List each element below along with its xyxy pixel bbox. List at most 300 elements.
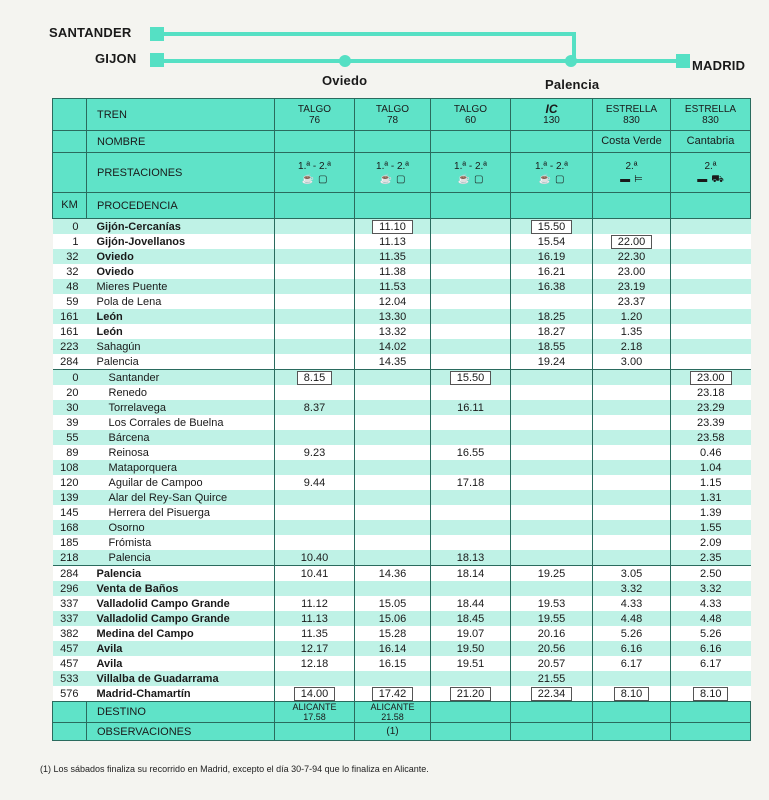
time-cell bbox=[431, 219, 511, 235]
time-cell bbox=[511, 400, 593, 415]
time-cell bbox=[275, 550, 355, 566]
km-cell: 89 bbox=[53, 445, 87, 460]
time-value: 22.34 bbox=[531, 687, 573, 701]
time-value: 23.39 bbox=[696, 416, 725, 429]
time-cell bbox=[511, 626, 593, 641]
time-cell bbox=[593, 686, 671, 702]
time-value: 19.55 bbox=[537, 612, 566, 625]
destino-row bbox=[53, 702, 751, 723]
time-cell bbox=[355, 264, 431, 279]
time-cell bbox=[671, 686, 751, 702]
obs-cell bbox=[511, 723, 593, 741]
km-cell: 1 bbox=[53, 234, 87, 249]
time-cell bbox=[431, 626, 511, 641]
km-cell: 284 bbox=[53, 566, 87, 582]
route-label-oviedo: Oviedo bbox=[322, 73, 368, 88]
km-cell: 0 bbox=[53, 219, 87, 235]
time-cell bbox=[511, 309, 593, 324]
station-name: León bbox=[87, 324, 275, 339]
obs-cell bbox=[671, 723, 751, 741]
km-cell: 223 bbox=[53, 339, 87, 354]
train-name: Costa Verde bbox=[593, 131, 671, 153]
time-cell bbox=[431, 354, 511, 370]
time-cell bbox=[671, 354, 751, 370]
time-cell bbox=[671, 219, 751, 235]
time-cell bbox=[671, 535, 751, 550]
header-nombre-row bbox=[53, 131, 751, 153]
time-value: 11.38 bbox=[379, 265, 406, 278]
time-value: 4.48 bbox=[620, 612, 643, 625]
time-value: 20.56 bbox=[537, 642, 566, 655]
table-row bbox=[53, 219, 751, 235]
time-value: 13.30 bbox=[378, 310, 407, 323]
time-cell bbox=[431, 324, 511, 339]
time-value: 19.50 bbox=[456, 642, 485, 655]
time-cell bbox=[511, 279, 593, 294]
destino-cell: ALICANTE 17.58 bbox=[275, 702, 355, 723]
table-row bbox=[53, 339, 751, 354]
time-cell bbox=[431, 656, 511, 671]
time-cell bbox=[431, 490, 511, 505]
time-cell bbox=[593, 324, 671, 339]
km-cell: 32 bbox=[53, 264, 87, 279]
time-cell bbox=[593, 550, 671, 566]
time-cell bbox=[355, 460, 431, 475]
time-cell bbox=[593, 279, 671, 294]
time-cell bbox=[431, 596, 511, 611]
table-row bbox=[53, 279, 751, 294]
time-value: 11.10 bbox=[372, 220, 413, 234]
time-cell bbox=[511, 566, 593, 582]
train-header: TALGO 76 bbox=[275, 99, 355, 131]
table-row bbox=[53, 354, 751, 370]
table-row bbox=[53, 324, 751, 339]
time-cell bbox=[511, 370, 593, 386]
table-row bbox=[53, 445, 751, 460]
station-name: Los Corrales de Buelna bbox=[87, 415, 275, 430]
obs-cell bbox=[275, 723, 355, 741]
time-cell bbox=[671, 445, 751, 460]
time-cell bbox=[511, 445, 593, 460]
time-cell bbox=[431, 385, 511, 400]
time-value: 2.35 bbox=[700, 551, 722, 564]
time-cell bbox=[275, 385, 355, 400]
time-cell bbox=[593, 520, 671, 535]
station-name: Renedo bbox=[87, 385, 275, 400]
time-cell bbox=[275, 430, 355, 445]
time-cell bbox=[431, 415, 511, 430]
time-value: 21.20 bbox=[450, 687, 492, 701]
km-cell: 39 bbox=[53, 415, 87, 430]
time-cell bbox=[275, 415, 355, 430]
km-cell: 284 bbox=[53, 354, 87, 370]
time-cell bbox=[355, 445, 431, 460]
gijon-marker bbox=[150, 53, 164, 67]
time-value: 18.55 bbox=[537, 340, 566, 353]
station-name: Gijón-Jovellanos bbox=[87, 234, 275, 249]
km-cell: 337 bbox=[53, 611, 87, 626]
km-cell: 533 bbox=[53, 671, 87, 686]
train-header: ESTRELLA 830 bbox=[671, 99, 751, 131]
time-cell bbox=[275, 686, 355, 702]
time-cell bbox=[431, 309, 511, 324]
table-row bbox=[53, 490, 751, 505]
time-cell bbox=[511, 249, 593, 264]
time-cell bbox=[355, 324, 431, 339]
time-cell bbox=[275, 520, 355, 535]
time-value: 22.30 bbox=[617, 250, 646, 263]
time-cell bbox=[431, 581, 511, 596]
time-cell bbox=[355, 294, 431, 309]
table-row bbox=[53, 400, 751, 415]
time-cell bbox=[355, 415, 431, 430]
footnote: (1) Los sábados finaliza su recorrido en Madrid, excepto el día 30-7-94 que lo finaliza en Alicante. bbox=[40, 764, 429, 774]
table-row bbox=[53, 611, 751, 626]
time-cell bbox=[431, 611, 511, 626]
time-cell bbox=[355, 641, 431, 656]
time-cell bbox=[511, 234, 593, 249]
time-value: 8.10 bbox=[693, 687, 728, 701]
table-row bbox=[53, 505, 751, 520]
time-cell bbox=[355, 309, 431, 324]
time-value: 4.33 bbox=[620, 597, 643, 610]
time-cell bbox=[355, 370, 431, 386]
time-cell bbox=[671, 550, 751, 566]
time-value: 23.29 bbox=[696, 401, 725, 414]
time-value: 23.18 bbox=[696, 386, 725, 399]
km-cell: 168 bbox=[53, 520, 87, 535]
time-cell bbox=[671, 249, 751, 264]
time-cell bbox=[511, 294, 593, 309]
time-value: 23.58 bbox=[696, 431, 725, 444]
time-cell bbox=[671, 385, 751, 400]
madrid-marker bbox=[676, 54, 690, 68]
time-cell bbox=[593, 626, 671, 641]
time-cell bbox=[671, 490, 751, 505]
santander-marker bbox=[150, 27, 164, 41]
table-row bbox=[53, 581, 751, 596]
time-cell bbox=[511, 219, 593, 235]
time-cell bbox=[355, 490, 431, 505]
time-cell bbox=[511, 324, 593, 339]
destino-cell bbox=[671, 702, 751, 723]
time-cell bbox=[593, 596, 671, 611]
time-cell bbox=[593, 249, 671, 264]
table-row bbox=[53, 309, 751, 324]
km-cell: 296 bbox=[53, 581, 87, 596]
table-row bbox=[53, 234, 751, 249]
time-cell bbox=[511, 686, 593, 702]
time-cell bbox=[275, 219, 355, 235]
time-value: 3.32 bbox=[620, 582, 643, 595]
station-name: Mataporquera bbox=[87, 460, 275, 475]
time-cell bbox=[355, 581, 431, 596]
station-name: Valladolid Campo Grande bbox=[87, 596, 275, 611]
bed-icon: ▬ bbox=[620, 173, 631, 185]
time-value: 16.19 bbox=[537, 250, 566, 263]
table-row bbox=[53, 520, 751, 535]
time-cell bbox=[671, 475, 751, 490]
time-cell bbox=[593, 339, 671, 354]
station-name: Santander bbox=[87, 370, 275, 386]
time-cell bbox=[431, 400, 511, 415]
time-cell bbox=[431, 475, 511, 490]
time-cell bbox=[671, 641, 751, 656]
time-cell bbox=[593, 475, 671, 490]
time-cell bbox=[511, 505, 593, 520]
km-cell: 59 bbox=[53, 294, 87, 309]
time-cell bbox=[593, 234, 671, 249]
time-cell bbox=[671, 400, 751, 415]
time-value: 17.42 bbox=[372, 687, 414, 701]
station-name: Reinosa bbox=[87, 445, 275, 460]
time-value: 1.04 bbox=[700, 461, 722, 474]
table-row bbox=[53, 671, 751, 686]
header-prestaciones: PRESTACIONES bbox=[87, 153, 275, 193]
km-cell: 337 bbox=[53, 596, 87, 611]
table-row bbox=[53, 535, 751, 550]
obs-cell bbox=[431, 723, 511, 741]
time-cell bbox=[593, 415, 671, 430]
obs-cell bbox=[593, 723, 671, 741]
time-value: 1.20 bbox=[620, 310, 643, 323]
station-name: León bbox=[87, 309, 275, 324]
station-name: Torrelavega bbox=[87, 400, 275, 415]
station-name: Mieres Puente bbox=[87, 279, 275, 294]
time-cell bbox=[671, 671, 751, 686]
table-row bbox=[53, 385, 751, 400]
km-cell: 48 bbox=[53, 279, 87, 294]
station-name: Frómista bbox=[87, 535, 275, 550]
time-cell bbox=[593, 581, 671, 596]
time-value: 18.27 bbox=[537, 325, 566, 338]
time-cell bbox=[275, 566, 355, 582]
time-cell bbox=[511, 339, 593, 354]
time-cell bbox=[431, 279, 511, 294]
time-value: 2.50 bbox=[700, 567, 722, 580]
time-value: 12.18 bbox=[300, 657, 329, 670]
time-cell bbox=[593, 535, 671, 550]
time-value: 5.26 bbox=[620, 627, 643, 640]
time-cell bbox=[593, 400, 671, 415]
time-cell bbox=[355, 219, 431, 235]
seat-icon: ▢ bbox=[396, 173, 406, 185]
time-value: 16.38 bbox=[537, 280, 566, 293]
train-name: Cantabria bbox=[671, 131, 751, 153]
station-name: Oviedo bbox=[87, 264, 275, 279]
header-procedencia: PROCEDENCIA bbox=[87, 193, 275, 219]
time-value: 1.55 bbox=[700, 521, 722, 534]
time-value: 23.37 bbox=[617, 295, 646, 308]
header-km: KM bbox=[53, 193, 87, 219]
time-cell bbox=[431, 234, 511, 249]
time-value: 6.16 bbox=[700, 642, 722, 655]
table-row bbox=[53, 626, 751, 641]
time-cell bbox=[671, 505, 751, 520]
time-value: 18.25 bbox=[537, 310, 566, 323]
time-value: 12.17 bbox=[300, 642, 329, 655]
time-cell bbox=[275, 475, 355, 490]
time-value: 11.12 bbox=[301, 597, 328, 610]
station-name: Avila bbox=[87, 656, 275, 671]
time-value: 13.32 bbox=[378, 325, 407, 338]
time-cell bbox=[355, 249, 431, 264]
time-cell bbox=[355, 234, 431, 249]
time-cell bbox=[671, 309, 751, 324]
time-value: 21.55 bbox=[537, 672, 566, 685]
time-value: 17.18 bbox=[456, 476, 485, 489]
time-value: 18.13 bbox=[456, 551, 485, 564]
time-value: 18.44 bbox=[456, 597, 485, 610]
time-cell bbox=[355, 550, 431, 566]
km-cell: 108 bbox=[53, 460, 87, 475]
time-value: 6.16 bbox=[620, 642, 643, 655]
observaciones-label: OBSERVACIONES bbox=[87, 723, 275, 741]
time-value: 22.00 bbox=[611, 235, 653, 249]
time-cell bbox=[275, 294, 355, 309]
time-value: 10.41 bbox=[300, 567, 329, 580]
time-cell bbox=[511, 415, 593, 430]
train-header: TALGO 60 bbox=[431, 99, 511, 131]
km-cell: 218 bbox=[53, 550, 87, 566]
time-cell bbox=[593, 505, 671, 520]
km-cell: 576 bbox=[53, 686, 87, 702]
time-value: 16.21 bbox=[537, 265, 566, 278]
time-value: 1.31 bbox=[700, 491, 722, 504]
route-label-madrid: MADRID bbox=[692, 58, 746, 73]
station-name: Gijón-Cercanías bbox=[87, 219, 275, 235]
seat-icon: ▢ bbox=[555, 173, 565, 185]
time-value: 15.28 bbox=[378, 627, 407, 640]
station-name: Avila bbox=[87, 641, 275, 656]
time-cell bbox=[355, 385, 431, 400]
santander-line bbox=[164, 32, 576, 36]
time-value: 15.54 bbox=[537, 235, 566, 248]
table-row bbox=[53, 249, 751, 264]
time-value: 19.53 bbox=[537, 597, 566, 610]
time-value: 14.35 bbox=[378, 355, 407, 368]
time-cell bbox=[355, 596, 431, 611]
time-cell bbox=[671, 596, 751, 611]
time-cell bbox=[593, 385, 671, 400]
time-value: 2.18 bbox=[620, 340, 643, 353]
bed-icon: ▬ bbox=[697, 173, 708, 185]
station-name: Oviedo bbox=[87, 249, 275, 264]
time-cell bbox=[671, 324, 751, 339]
time-cell bbox=[431, 264, 511, 279]
time-cell bbox=[431, 460, 511, 475]
time-value: 5.26 bbox=[700, 627, 722, 640]
time-value: 23.19 bbox=[617, 280, 646, 293]
time-value: 0.46 bbox=[700, 446, 722, 459]
route-label-palencia: Palencia bbox=[545, 77, 600, 92]
table-row bbox=[53, 415, 751, 430]
time-value: 4.48 bbox=[700, 612, 722, 625]
time-cell bbox=[671, 294, 751, 309]
station-name: Alar del Rey-San Quirce bbox=[87, 490, 275, 505]
time-value: 19.51 bbox=[456, 657, 485, 670]
time-cell bbox=[511, 581, 593, 596]
table-row bbox=[53, 641, 751, 656]
time-value: 15.06 bbox=[378, 612, 407, 625]
time-value: 11.13 bbox=[301, 612, 328, 625]
time-value: 16.14 bbox=[378, 642, 407, 655]
time-cell bbox=[355, 354, 431, 370]
time-cell bbox=[511, 475, 593, 490]
time-cell bbox=[431, 339, 511, 354]
time-value: 10.40 bbox=[300, 551, 329, 564]
time-cell bbox=[275, 535, 355, 550]
table-row bbox=[53, 370, 751, 386]
time-cell bbox=[355, 430, 431, 445]
time-cell bbox=[671, 279, 751, 294]
km-cell: 139 bbox=[53, 490, 87, 505]
time-cell bbox=[275, 445, 355, 460]
station-name: Bárcena bbox=[87, 430, 275, 445]
time-cell bbox=[431, 566, 511, 582]
time-cell bbox=[431, 445, 511, 460]
time-cell bbox=[275, 460, 355, 475]
time-value: 8.10 bbox=[614, 687, 649, 701]
time-cell bbox=[355, 339, 431, 354]
table-row bbox=[53, 475, 751, 490]
time-value: 14.36 bbox=[378, 567, 407, 580]
time-cell bbox=[355, 656, 431, 671]
table-row bbox=[53, 460, 751, 475]
time-cell bbox=[511, 354, 593, 370]
time-cell bbox=[671, 460, 751, 475]
time-cell bbox=[431, 520, 511, 535]
header-prestaciones-row: PRESTACIONES 1.ª - 2.ª ☕ ▢ 1.ª - 2.ª ☕ ▢ 1.ª - 2.ª ☕ ▢ 1.ª - 2.ª ☕ ▢ 2.ª ▬ ⊨ 2.ª ▬ ⛟ bbox=[53, 153, 751, 193]
time-cell bbox=[431, 430, 511, 445]
time-cell bbox=[275, 309, 355, 324]
time-cell bbox=[355, 566, 431, 582]
header-tren-row bbox=[53, 99, 751, 131]
time-cell bbox=[671, 370, 751, 386]
station-name: Osorno bbox=[87, 520, 275, 535]
time-cell bbox=[671, 264, 751, 279]
time-cell bbox=[511, 520, 593, 535]
time-cell bbox=[355, 505, 431, 520]
train-header: IC 130 bbox=[511, 99, 593, 131]
time-value: 16.11 bbox=[457, 401, 484, 414]
time-cell bbox=[593, 294, 671, 309]
observaciones-row bbox=[53, 723, 751, 741]
time-cell bbox=[671, 234, 751, 249]
time-value: 15.05 bbox=[378, 597, 407, 610]
time-cell bbox=[431, 370, 511, 386]
time-cell bbox=[511, 656, 593, 671]
time-cell bbox=[275, 249, 355, 264]
station-name: Medina del Campo bbox=[87, 626, 275, 641]
time-value: 19.07 bbox=[456, 627, 485, 640]
time-cell bbox=[355, 535, 431, 550]
time-value: 14.02 bbox=[378, 340, 407, 353]
table-row bbox=[53, 566, 751, 582]
time-cell bbox=[593, 566, 671, 582]
station-name: Villalba de Guadarrama bbox=[87, 671, 275, 686]
time-value: 23.00 bbox=[690, 371, 732, 385]
destino-cell: ALICANTE 21.58 bbox=[355, 702, 431, 723]
time-cell bbox=[275, 505, 355, 520]
time-value: 1.35 bbox=[620, 325, 643, 338]
km-cell: 161 bbox=[53, 309, 87, 324]
time-cell bbox=[275, 641, 355, 656]
station-name: Herrera del Pisuerga bbox=[87, 505, 275, 520]
time-value: 3.32 bbox=[700, 582, 722, 595]
table-row bbox=[53, 294, 751, 309]
time-cell bbox=[275, 354, 355, 370]
